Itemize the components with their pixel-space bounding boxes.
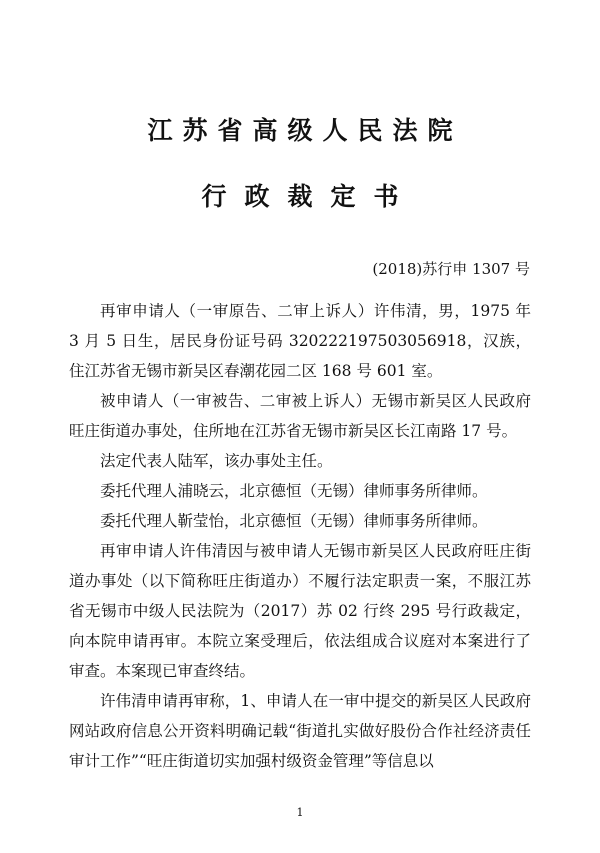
paragraph-case-summary: 再审申请人许伟清因与被申请人无锡市新吴区人民政府旺庄街道办事处（以下简称旺庄街道办）不履行法定职责一案，不服江苏省无锡市中级人民法院为（2017）苏 02 行终 295 号行政裁定，向本院申请再审。本院立案受理后，依法组成合议庭对本案进行了审查。本案现已审查终结。 [69,542,531,680]
paragraph-applicant: 再审申请人（一审原告、二审上诉人）许伟清，男，1975 年 3 月 5 日生，居民身份证号码 320222197503056918，汉族，住江苏省无锡市新吴区春潮花园二区 168 号 601 室。 [69,302,531,380]
document-body [69,296,531,776]
case-number: (2018)苏行申 1307 号 [372,260,530,278]
court-name: 江苏省高级人民法院 [147,116,463,145]
paragraph-agent-1: 委托代理人浦晓云，北京德恒（无锡）律师事务所律师。 [100,482,488,500]
paragraph-agent-2: 委托代理人靳莹怡，北京德恒（无锡）律师事务所律师。 [100,512,488,530]
paragraph-legal-representative: 法定代表人陆军，该办事处主任。 [100,452,333,470]
paragraph-retrial-claim: 许伟清申请再审称，1、申请人在一审中提交的新吴区人民政府网站政府信息公开资料明确记载“街道扎实做好股份合作社经济责任审计工作”“旺庄街道切实加强村级资金管理”等信息以 [69,692,531,770]
document-type-title: 行政裁定书 [201,182,417,211]
paragraph-respondent: 被申请人（一审被告、二审被上诉人）无锡市新吴区人民政府旺庄街道办事处，住所地在江苏省无锡市新吴区长江南路 17 号。 [69,392,531,440]
page-number: 1 [296,806,304,819]
